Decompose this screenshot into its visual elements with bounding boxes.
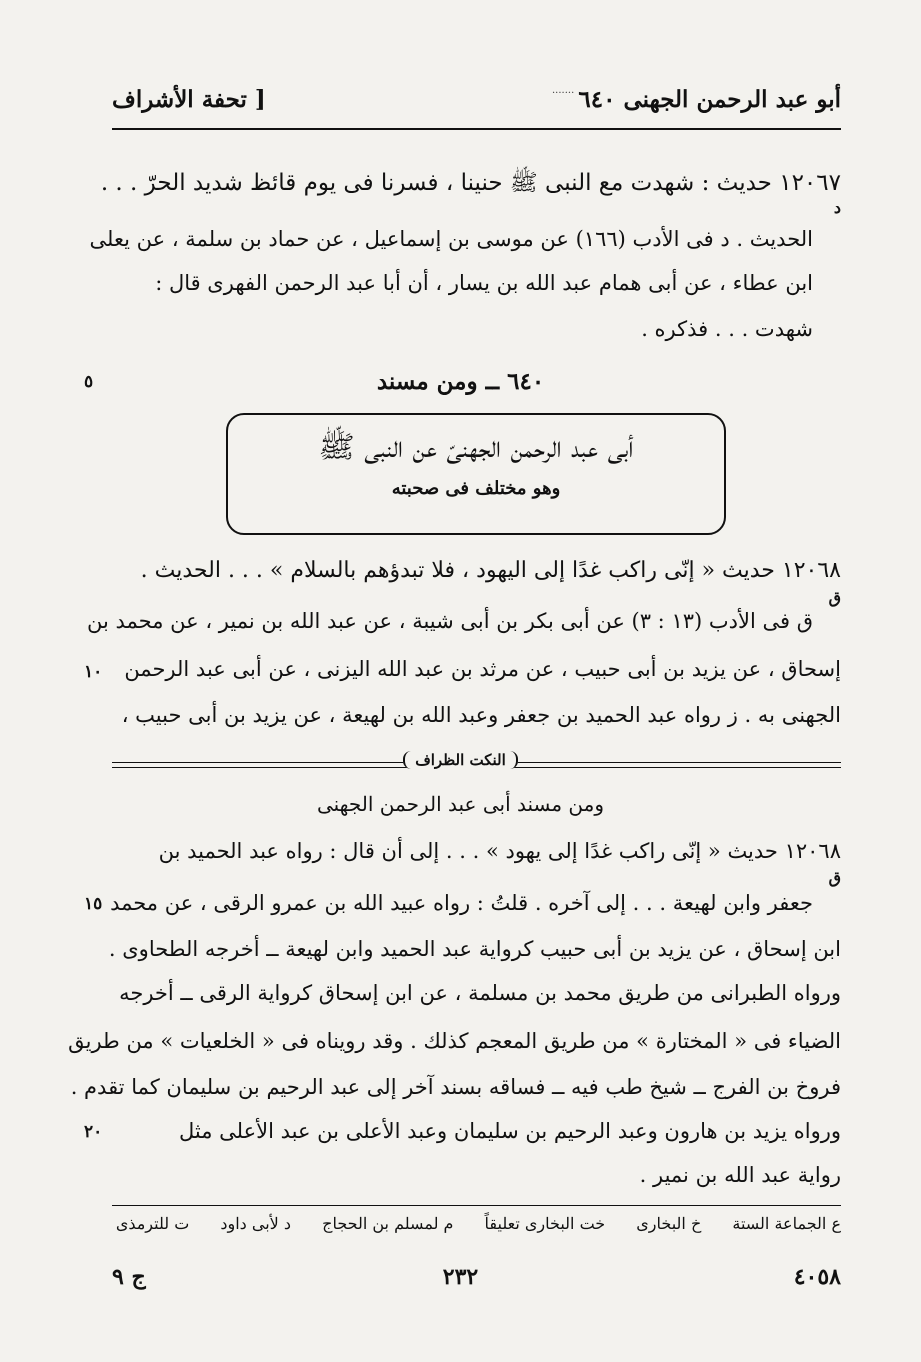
- page-header: [112, 82, 841, 122]
- hadith-12067-line-1: ١٢٠٦٧ حديث : شهدت مع النبى ﷺ حنينا ، فسرنا فى يوم قائظ شديد الحرّ . . .: [100, 170, 841, 196]
- nukat-line-6: فروخ بن الفرج ــ شيخ طب فيه ــ فساقه بسند آخر إلى عبد الرحيم بن سليمان كما تقدم .: [70, 1075, 841, 1099]
- footer-rule: [112, 1205, 841, 1206]
- header-book-title: [ تحفة الأشراف: [112, 86, 266, 113]
- page-number: ٢٣٢: [442, 1264, 479, 1290]
- hadith-12068-marker: ق: [828, 588, 841, 607]
- nukat-line-8: رواية عبد الله بن نمير .: [639, 1163, 841, 1187]
- hadith-12068-line-1: ١٢٠٦٨ حديث « إنّى راكب غدًا إلى اليهود ، فلا تبدؤهم بالسلام » . . . الحديث .: [140, 558, 841, 583]
- hadith-12068-line-3: إسحاق ، عن يزيد بن أبى حبيب ، عن مرثد بن عبد الله اليزنى ، عن أبى عبد الرحمن: [124, 657, 841, 681]
- hadith-12067-marker: د: [833, 198, 841, 217]
- abbrev-item: ع الجماعة الستة: [732, 1214, 841, 1233]
- hadith-12068-line-4: الجهنى به . ز رواه عبد الحميد بن جعفر وعبد الله بن لهيعة ، عن يزيد بن أبى حبيب ،: [121, 703, 841, 727]
- header-author-title: أبو عبد الرحمن الجهنى ٦٤٠: [578, 86, 841, 113]
- abbrev-item: خت البخارى تعليقاً: [484, 1214, 606, 1233]
- abbrev-item: ت للترمذى: [115, 1214, 190, 1233]
- separator-label: [0, 750, 921, 769]
- hadith-12068-line-2: ق فى الأدب (١٣ : ٣) عن أبى بكر بن أبى شيبة ، عن عبد الله بن نمير ، عن محمد بن: [86, 609, 813, 633]
- separator-label-text: النكت الظراف: [403, 751, 518, 769]
- section-heading: ٦٤٠ ــ ومن مسند: [376, 368, 545, 395]
- abbrev-item: د لأبى داود: [220, 1214, 292, 1233]
- box-subtitle: وهو مختلف فى صحبته: [391, 478, 561, 499]
- line-number-20: ٢٠: [84, 1122, 103, 1142]
- header-ornament: ·······: [552, 88, 575, 99]
- nukat-line-5: الضياء فى « المختارة » من طريق المعجم كذلك . وقد رويناه فى « الخلعيات » من طريق: [68, 1029, 841, 1053]
- nukat-line-2: جعفر وابن لهيعة . . . إلى آخره . قلتُ : رواه عبيد الله بن عمرو الرقى ، عن محمد: [110, 891, 813, 915]
- abbreviation-key: [112, 1214, 841, 1233]
- nukat-heading: ومن مسند أبى عبد الرحمن الجهنى: [316, 792, 605, 816]
- hadith-12067-line-4: شهدت . . . فذكره .: [641, 317, 813, 341]
- header-rule: [112, 128, 841, 130]
- box-title: أبى عبد الرحمن الجهنىّ عن النبى ﷺ: [318, 430, 634, 465]
- hadith-12067-line-2: الحديث . د فى الأدب (١٦٦) عن موسى بن إسماعيل ، عن حماد بن سلمة ، عن يعلى: [89, 227, 813, 251]
- volume-number: ج ٩: [112, 1264, 146, 1290]
- nukat-line-7: ورواه يزيد بن هارون وعبد الرحيم بن سليمان وعبد الأعلى بن عبد الأعلى مثل: [178, 1119, 841, 1143]
- abbrev-item: خ البخارى: [636, 1214, 702, 1233]
- nukat-marker: ق: [828, 868, 841, 887]
- footer-number: ٤٠٥٨: [793, 1264, 841, 1290]
- nukat-line-1: ١٢٠٦٨ حديث « إنّى راكب غدًا إلى يهود » . . . إلى أن قال : رواه عبد الحميد بن: [158, 839, 841, 863]
- hadith-12067-line-3: ابن عطاء ، عن أبى همام عبد الله بن يسار ، أن أبا عبد الرحمن الفهرى قال :: [155, 271, 813, 295]
- line-number-5: ٥: [84, 372, 94, 392]
- line-number-10: ١٠: [84, 662, 103, 682]
- section-title-box: [226, 413, 726, 535]
- line-number-15: ١٥: [84, 894, 103, 914]
- nukat-line-3: ابن إسحاق ، عن يزيد بن أبى حبيب كرواية عبد الحميد وابن لهيعة ــ أخرجه الطحاوى .: [108, 937, 841, 961]
- nukat-line-4: ورواه الطبرانى من طريق محمد بن مسلمة ، عن ابن إسحاق كرواية الرقى ــ أخرجه: [119, 981, 841, 1005]
- abbrev-item: م لمسلم بن الحجاج: [322, 1214, 454, 1233]
